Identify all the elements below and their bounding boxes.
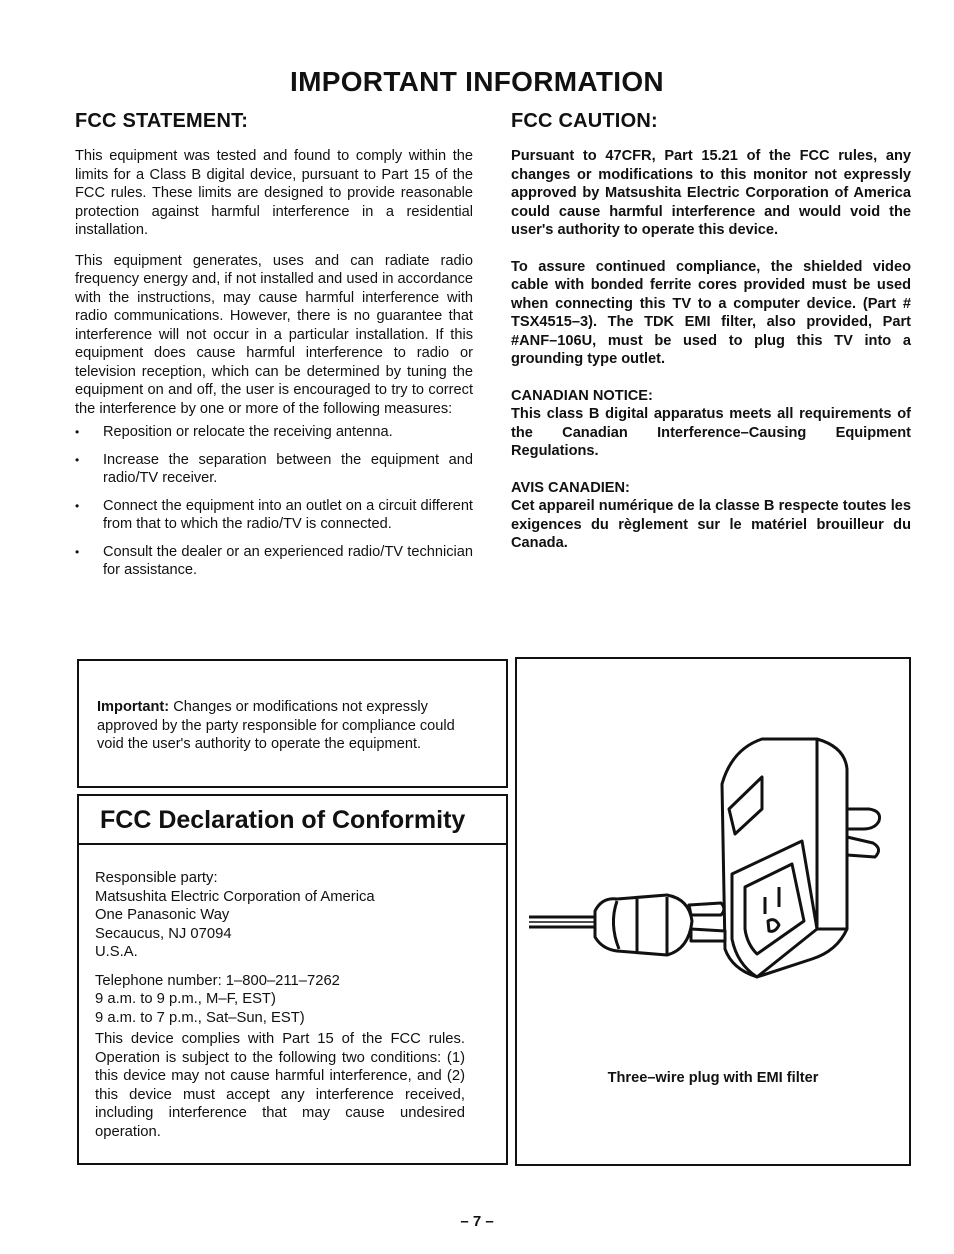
page-title: IMPORTANT INFORMATION bbox=[290, 66, 664, 97]
three-wire-plug-emi-filter-illustration bbox=[517, 659, 909, 1164]
list-item: • Consult the dealer or an experienced radio/TV technician for assistance. bbox=[75, 543, 473, 580]
important-notice-box bbox=[77, 659, 508, 788]
phone-line: 9 a.m. to 9 p.m., M–F, EST) bbox=[95, 991, 276, 1007]
telephone-info bbox=[95, 972, 465, 1028]
address-line: U.S.A. bbox=[95, 944, 138, 960]
address-line: Secaucus, NJ 07094 bbox=[95, 925, 232, 942]
fcc-caution-body bbox=[511, 147, 911, 553]
list-item: • Reposition or relocate the receiving antenna. bbox=[75, 423, 473, 442]
phone-line: Telephone number: 1–800–211–7262 bbox=[95, 972, 340, 989]
figure-box bbox=[515, 657, 911, 1166]
phone-line: 9 a.m. to 7 p.m., Sat–Sun, EST) bbox=[95, 1009, 305, 1026]
avis-canadien-text: Cet appareil numérique de la classe B respecte toutes les exigences du règlement sur le matériel brouilleur du Canada. bbox=[511, 498, 911, 551]
responsible-party-address bbox=[95, 869, 465, 962]
measures-list bbox=[75, 423, 473, 580]
declaration-title-bar bbox=[79, 796, 506, 845]
important-notice-text bbox=[97, 698, 479, 754]
important-label: Important: bbox=[97, 699, 170, 715]
important-body: Changes or modifications not expressly approved by the party responsible for compliance could void the user's authority to operate the equipment. bbox=[97, 699, 455, 752]
declaration-title: FCC Declaration of Conformity bbox=[100, 806, 466, 834]
fcc-statement-paragraph-2: This equipment generates, uses and can radiate radio frequency energy and, if not installed and used in accordance with the instructions, may cause harmful interference with radio communications. However, there is no guarantee that interference will not occur in a particular installation. If this equipment does cause harmful interference to radio or television reception, which can be determined by tuning the equipment on and off, the user is encouraged to try to correct the interference by one or more of the following measures: bbox=[75, 252, 473, 417]
figure-caption: Three–wire plug with EMI filter bbox=[607, 1070, 819, 1086]
fcc-caution-paragraph-1: Pursuant to 47CFR, Part 15.21 of the FCC rules, any changes or modifications to this monitor not expressly approved by Matsushita Electric Corporation of America could cause harmful interference and would void the user's authority to operate this device. bbox=[511, 148, 911, 238]
declaration-box bbox=[77, 794, 508, 1165]
canadian-notice-text: This class B digital apparatus meets all requirements of the Canadian Interference–Causing Equipment Regulations. bbox=[511, 406, 911, 459]
avis-canadien-heading: AVIS CANADIEN: bbox=[511, 479, 630, 496]
canadian-notice-heading: CANADIAN NOTICE: bbox=[511, 387, 653, 404]
address-line: Responsible party: bbox=[95, 870, 218, 886]
list-item: • Increase the separation between the equipment and radio/TV receiver. bbox=[75, 451, 473, 488]
fcc-statement-paragraph-1: This equipment was tested and found to comply within the limits for a Class B digital device, pursuant to Part 15 of the FCC rules. These limits are designed to provide reasonable protection against harmful interference in a residential installation. bbox=[75, 148, 473, 238]
fcc-caution-heading: FCC CAUTION: bbox=[511, 110, 658, 132]
address-line: One Panasonic Way bbox=[95, 907, 230, 923]
list-item: • Connect the equipment into an outlet on a circuit different from that to which the radio/TV is connected. bbox=[75, 497, 473, 534]
compliance-conditions: This device complies with Part 15 of the FCC rules. Operation is subject to the following two conditions: (1) this device may not cause harmful interference, and (2) this device must accept any interference received, including interference that may cause undesired operation. bbox=[95, 1031, 465, 1140]
address-line: Matsushita Electric Corporation of America bbox=[95, 888, 375, 905]
fcc-statement-body bbox=[75, 147, 473, 589]
fcc-caution-paragraph-2: To assure continued compliance, the shielded video cable with bonded ferrite cores provided must be used when connecting this TV to a computer device. (Part # TSX4515–3). The TDK EMI filter, also provided, Part #ANF–106U, must be used to plug this TV into a grounding type outlet. bbox=[511, 258, 911, 367]
page-number: – 7 – bbox=[460, 1213, 494, 1230]
fcc-statement-heading: FCC STATEMENT: bbox=[75, 110, 249, 132]
declaration-content bbox=[95, 869, 465, 1141]
